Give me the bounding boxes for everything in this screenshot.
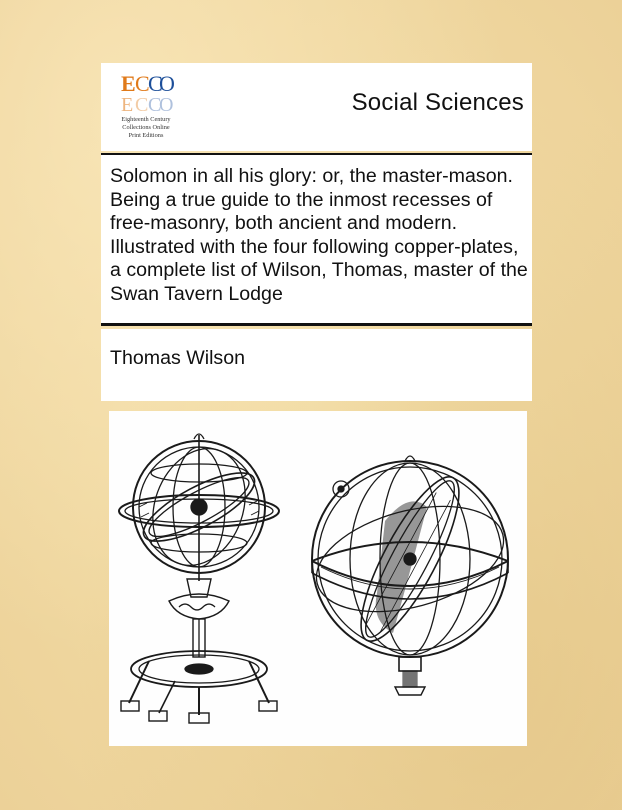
svg-text:C: C	[148, 94, 162, 116]
collection-label: Social Sciences	[351, 89, 524, 116]
right-armillary-sphere	[305, 456, 515, 695]
frontispiece-plate	[109, 411, 527, 746]
author-panel	[101, 329, 532, 401]
divider-rule-bottom	[101, 323, 532, 326]
book-author: Thomas Wilson	[110, 347, 246, 369]
svg-text:O: O	[159, 71, 175, 96]
logo-caption-line-3: Print Editions	[128, 132, 164, 139]
svg-text:O: O	[159, 94, 174, 116]
svg-text:E: E	[121, 94, 134, 116]
ecco-logo	[111, 71, 181, 151]
left-armillary-sphere	[119, 434, 279, 723]
armillary-spheres-illustration	[109, 411, 527, 746]
svg-text:C: C	[135, 71, 150, 96]
svg-text:C: C	[148, 71, 163, 96]
svg-text:E: E	[121, 71, 136, 96]
header-panel	[101, 63, 532, 151]
book-title: Solomon in all his glory: or, the master-mason. Being a true guide to the inmost recesses of free-masonry, both ancient and modern. Illustrated with the four following copper-plates, a complete list of Wilson, Thomas, master of the Swan Tavern Lodge	[110, 165, 528, 305]
svg-text:C: C	[135, 94, 149, 116]
logo-caption-line-1: Eighteenth Century	[121, 116, 171, 123]
logo-caption-line-2: Collections Online	[122, 124, 170, 131]
title-panel	[101, 155, 532, 325]
ecco-logo-mark	[121, 71, 173, 115]
logo-caption	[111, 116, 181, 140]
